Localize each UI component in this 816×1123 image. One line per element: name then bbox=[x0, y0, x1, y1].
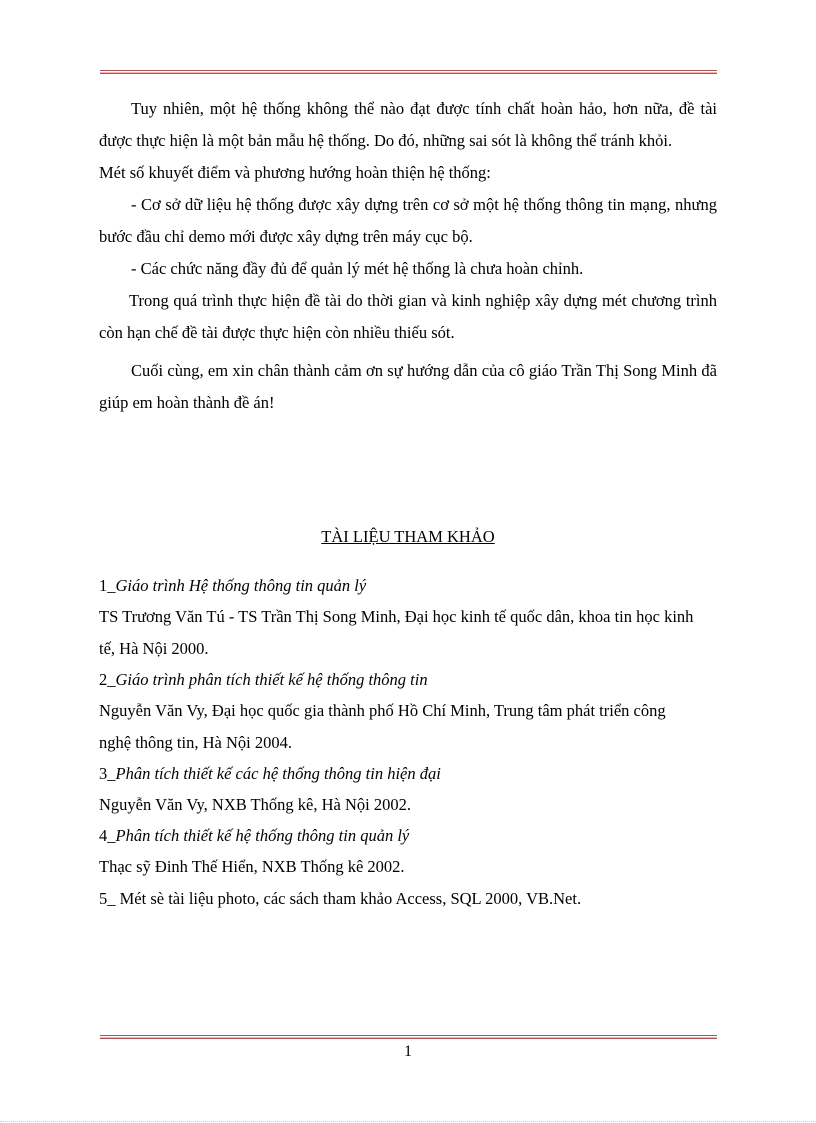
reference-item bbox=[99, 759, 717, 821]
reference-item bbox=[99, 571, 717, 665]
paragraph-acknowledgement: Cuối cùng, em xin chân thành cảm ơn sự hướng dẫn của cô giáo Trần Thị Song Minh đã giúp em hoàn thành đề án! bbox=[99, 361, 717, 412]
reference-detail: TS Trương Văn Tú - TS Trần Thị Song Minh, Đại học kinh tế quốc dân, khoa tin học kinh tế, Hà Nội 2000. bbox=[99, 607, 694, 658]
reference-item bbox=[99, 821, 717, 883]
reference-detail: Nguyễn Văn Vy, NXB Thống kê, Hà Nội 2002. bbox=[99, 795, 411, 814]
reference-title: Phân tích thiết kế các hệ thống thông tin hiện đại bbox=[115, 764, 441, 783]
reference-item bbox=[99, 665, 717, 759]
paragraph-conclusion: Tuy nhiên, một hệ thống không thể nào đạt được tính chất hoàn hảo, hơn nữa, đề tài được thực hiện là một bản mẫu hệ thống. Do đó, những sai sót là không thể tránh khỏi. bbox=[99, 99, 717, 150]
reference-item-last: 5_ Mét sè tài liệu photo, các sách tham khảo Access, SQL 2000, VB.Net. bbox=[99, 889, 582, 908]
paragraph-limitations: Trong quá trình thực hiện đề tài do thời gian và kinh nghiệp xây dựng mét chương trình còn hạn chế đề tài được thực hiện còn nhiều thiếu sót. bbox=[99, 291, 717, 342]
references-heading: TÀI LIỆU THAM KHẢO bbox=[321, 527, 495, 546]
reference-title: Giáo trình Hệ thống thông tin quản lý bbox=[115, 576, 367, 595]
reference-title: Giáo trình phân tích thiết kế hệ thống thông tin bbox=[115, 670, 428, 689]
reference-number: 3_ bbox=[99, 764, 116, 783]
reference-number: 1_ bbox=[99, 576, 116, 595]
references-list bbox=[99, 571, 717, 915]
reference-detail: Thạc sỹ Đinh Thế Hiển, NXB Thống kê 2002. bbox=[99, 857, 405, 876]
header-rule bbox=[100, 70, 717, 74]
footer-rule bbox=[100, 1035, 717, 1039]
reference-title: Phân tích thiết kế hệ thống thông tin quản lý bbox=[115, 826, 410, 845]
paragraph-shortcomings-intro: Mét số khuyết điểm và phương hướng hoàn thiện hệ thống: bbox=[99, 163, 491, 182]
reference-number: 4_ bbox=[99, 826, 116, 845]
reference-number: 2_ bbox=[99, 670, 116, 689]
reference-detail: Nguyễn Văn Vy, Đại học quốc gia thành phố Hồ Chí Minh, Trung tâm phát triển công nghệ thông tin, Hà Nội 2004. bbox=[99, 701, 666, 752]
paragraph-shortcoming-functions: - Các chức năng đầy đủ để quản lý mét hệ thống là chưa hoàn chỉnh. bbox=[131, 259, 584, 278]
paragraph-shortcoming-database: - Cơ sở dữ liệu hệ thống được xây dựng trên cơ sở một hệ thống thông tin mạng, nhưng bước đầu chỉ demo mới được xây dựng trên máy cục bộ. bbox=[99, 195, 717, 246]
page-content bbox=[99, 93, 717, 915]
page-edge bbox=[0, 1121, 816, 1122]
page-number: 1 bbox=[404, 1043, 412, 1060]
